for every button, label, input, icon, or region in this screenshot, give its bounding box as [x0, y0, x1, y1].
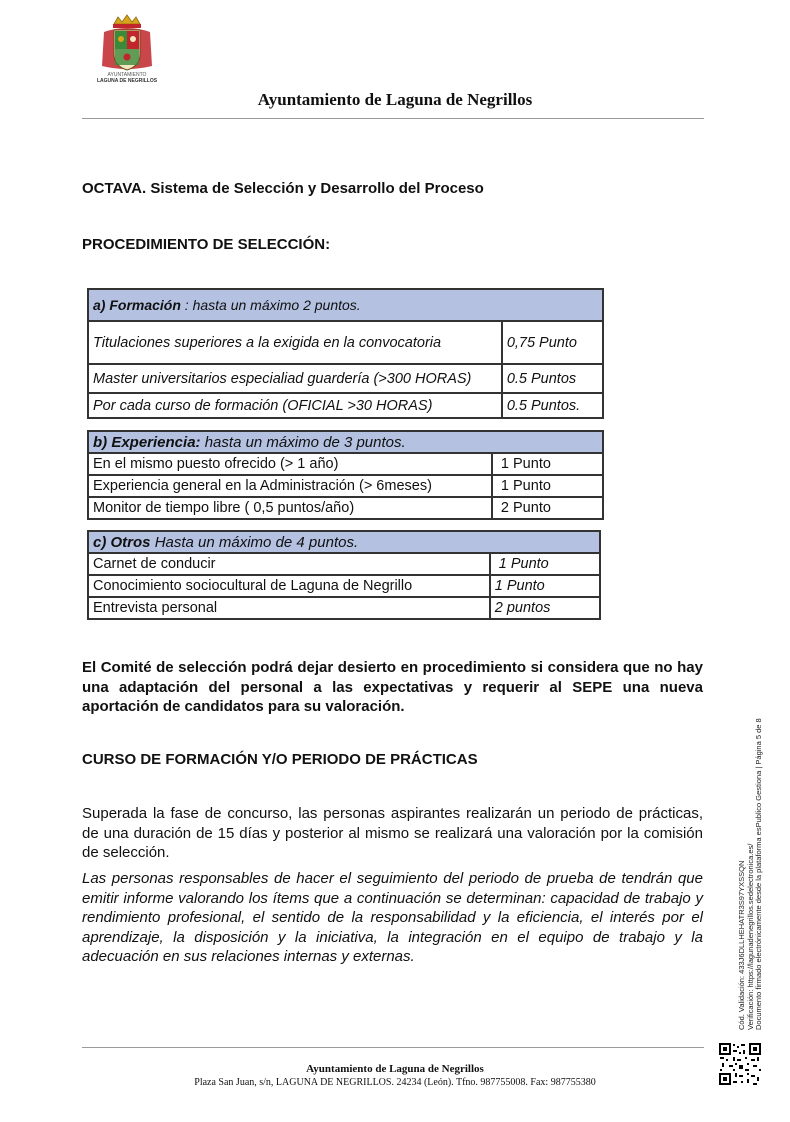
row-points: 0.5 Puntos. — [502, 393, 603, 418]
row-points: 1 Punto — [492, 475, 603, 497]
responsible-paragraph: Las personas responsables de hacer el seguimiento del periodo de prueba de tendrán que emitir informe valorando los ítems que a continuación se determinan: capacidad de trabajo y rendimiento profesional, el sentido de la responsabilidad y la eficiencia, el interés por el aprendizaje, la disposición y la iniciativa, la integración en el equipo de trabajo y la adecuación en sus relaciones internas y externas. — [82, 870, 703, 965]
table-row — [88, 497, 603, 519]
row-points: 0,75 Punto — [502, 321, 603, 364]
row-points: 1 Punto — [490, 575, 600, 597]
row-item: Titulaciones superiores a la exigida en la convocatoria — [88, 321, 502, 364]
row-item: Monitor de tiempo libre ( 0,5 puntos/año) — [88, 497, 492, 519]
table-experiencia — [87, 430, 604, 520]
table-b-note: hasta un máximo de 3 puntos. — [204, 433, 406, 451]
validation-sidebar — [738, 718, 764, 1030]
logo-text-line1: AYUNTAMIENTO — [107, 72, 147, 78]
row-points: 2 puntos — [490, 597, 600, 619]
header-divider — [82, 118, 704, 119]
row-item: En el mismo puesto ofrecido (> 1 año) — [88, 453, 492, 475]
row-item: Conocimiento sociocultural de Laguna de Negrillo — [88, 575, 490, 597]
row-points: 1 Punto — [492, 453, 603, 475]
table-row — [88, 575, 600, 597]
row-item: Por cada curso de formación (OFICIAL >30 HORAS) — [88, 393, 502, 418]
signature-note: Documento firmado electrónicamente desde la plataforma esPublico Gestiona | Página 5 de 8 — [754, 718, 763, 1030]
coat-of-arms-logo — [92, 14, 162, 88]
row-points: 2 Punto — [492, 497, 603, 519]
header-title: Ayuntamiento de Laguna de Negrillos — [257, 90, 533, 109]
table-header — [88, 289, 603, 321]
row-points: 0.5 Puntos — [502, 364, 603, 393]
table-b-label: b) Experiencia: — [93, 433, 201, 451]
section-title: OCTAVA. Sistema de Selección y Desarrollo del Proceso — [82, 180, 484, 197]
table-formacion — [87, 288, 604, 419]
validation-code: Cód. Validación: 433J6DLLHEHATR3S97YXSSQN — [737, 860, 746, 1030]
row-item: Carnet de conducir — [88, 553, 490, 575]
row-item: Entrevista personal — [88, 597, 490, 619]
footer-divider — [82, 1047, 704, 1048]
row-points: 1 Punto — [490, 553, 600, 575]
table-row — [88, 321, 603, 364]
table-c-label: c) Otros — [93, 533, 151, 551]
table-otros — [87, 530, 601, 620]
footer-address: Plaza San Juan, s/n, LAGUNA DE NEGRILLOS. 24234 (León). Tfno. 987755008. Fax: 987755380 — [194, 1077, 596, 1088]
footer-name: Ayuntamiento de Laguna de Negrillos — [306, 1063, 484, 1075]
course-paragraph: Superada la fase de concurso, las personas aspirantes realizarán un periodo de prácticas, de una duración de 15 días y posterior al mismo se realizará una valoración por la comisión de selección. — [82, 805, 703, 861]
course-title: CURSO DE FORMACIÓN Y/O PERIODO DE PRÁCTICAS — [82, 751, 478, 768]
table-row — [88, 553, 600, 575]
table-row — [88, 453, 603, 475]
table-row — [88, 364, 603, 393]
table-row — [88, 393, 603, 418]
table-header — [88, 431, 603, 453]
row-item: Master universitarios especialiad guardería (>300 HORAS) — [88, 364, 502, 393]
committee-paragraph: El Comité de selección podrá dejar desierto en procedimiento si considera que no hay una adaptación del personal a las expectativas y requerir al SEPE una nueva aportación de candidatos para su valoración. — [82, 659, 703, 715]
table-header — [88, 531, 600, 553]
table-a-note: : hasta un máximo 2 puntos. — [184, 297, 361, 313]
table-row — [88, 597, 600, 619]
procedure-title: PROCEDIMIENTO DE SELECCIÓN: — [82, 236, 331, 253]
table-row — [88, 475, 603, 497]
verification-link[interactable]: Verificación: https://lagunadenegrillos.sedelectronica.es/ — [745, 843, 755, 1030]
logo-text-line2: LAGUNA DE NEGRILLOS — [96, 78, 158, 84]
table-c-note: Hasta un máximo de 4 puntos. — [154, 533, 359, 551]
row-item: Experiencia general en la Administración (> 6meses) — [88, 475, 492, 497]
table-a-label: a) Formación — [93, 297, 181, 313]
